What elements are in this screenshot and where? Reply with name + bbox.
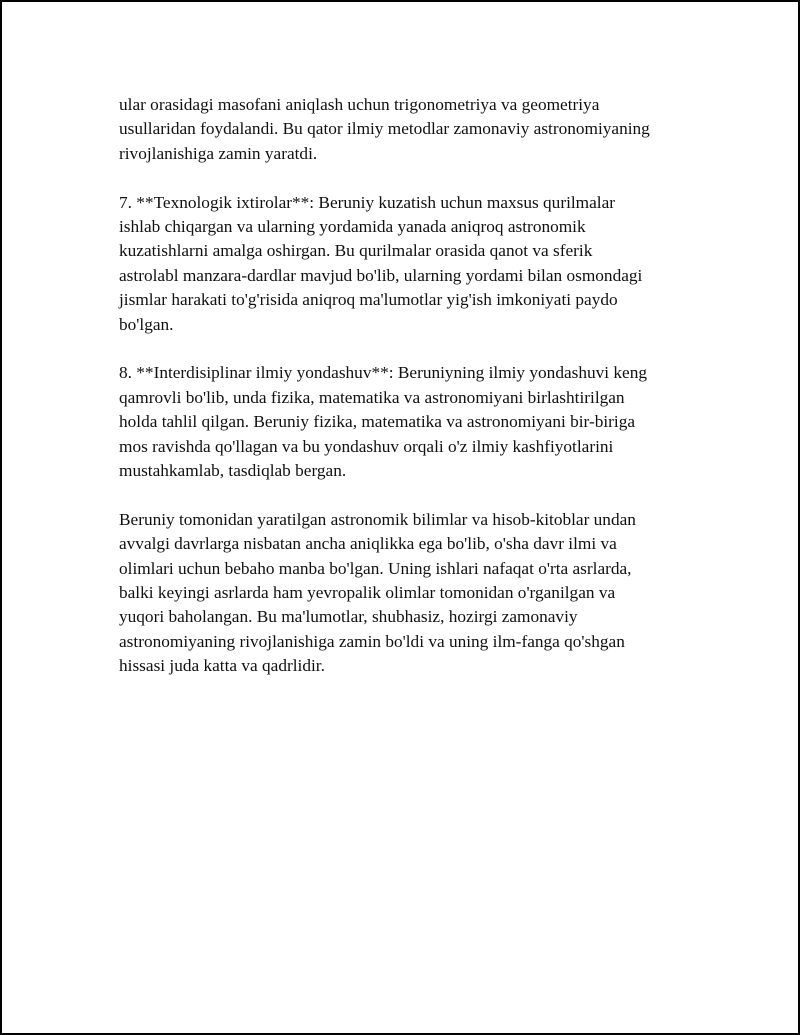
text-line: qamrovli bo'lib, unda fizika, matematika va astronomiyani birlashtirilgan [119,387,625,407]
text-line: usullaridan foydalandi. Bu qator ilmiy metodlar zamonaviy astronomiyaning [119,119,650,139]
text-line: mustahkamlab, tasdiqlab bergan. [119,461,347,481]
text-line: 7. **Texnologik ixtirolar**: Beruniy kuzatish uchun maxsus qurilmalar [119,192,616,212]
text-line: kuzatishlarni amalga oshirgan. Bu qurilmalar orasida qanot va sferik [119,241,593,261]
text-line: olimlari uchun bebaho manba bo'lgan. Uning ishlari nafaqat o'rta asrlarda, [119,558,632,578]
text-line: astronomiyaning rivojlanishiga zamin bo'ldi va uning ilm-fanga qo'shgan [119,631,625,651]
text-line: Beruniy tomonidan yaratilgan astronomik bilimlar va hisob-kitoblar undan [119,509,636,529]
text-line: jismlar harakati to'g'risida aniqroq ma'lumotlar yig'ish imkoniyati paydo [119,290,618,310]
paragraph-technological-inventions [119,191,689,337]
text-line: mos ravishda qo'llagan va bu yondashuv orqali o'z ilmiy kashfiyotlarini [119,436,614,456]
text-line: hissasi juda katta va qadrlidir. [119,656,325,676]
paragraph-conclusion [119,508,689,679]
document-body [119,93,689,703]
text-line: yuqori baholangan. Bu ma'lumotlar, shubhasiz, hozirgi zamonaviy [119,607,578,627]
paragraph-interdisciplinary-approach [119,361,689,483]
text-line: astrolabl manzara-dardlar mavjud bo'lib, ularning yordami bilan osmondagi [119,265,643,285]
text-line: rivojlanishiga zamin yaratdi. [119,143,318,163]
text-line: ishlab chiqargan va ularning yordamida yanada aniqroq astronomik [119,217,586,237]
text-line: balki keyingi asrlarda ham yevropalik olimlar tomonidan o'rganilgan va [119,583,616,603]
text-line: avvalgi davrlarga nisbatan ancha aniqlikka ega bo'lib, o'sha davr ilmi va [119,534,617,554]
text-line: ular orasidagi masofani aniqlash uchun trigonometriya va geometriya [119,95,600,114]
text-line: bo'lgan. [119,314,174,334]
text-line: holda tahlil qilgan. Beruniy fizika, matematika va astronomiyani bir-biriga [119,412,636,432]
paragraph-intro-continuation [119,93,689,166]
text-line: 8. **Interdisiplinar ilmiy yondashuv**: Beruniyning ilmiy yondashuvi keng [119,363,647,383]
